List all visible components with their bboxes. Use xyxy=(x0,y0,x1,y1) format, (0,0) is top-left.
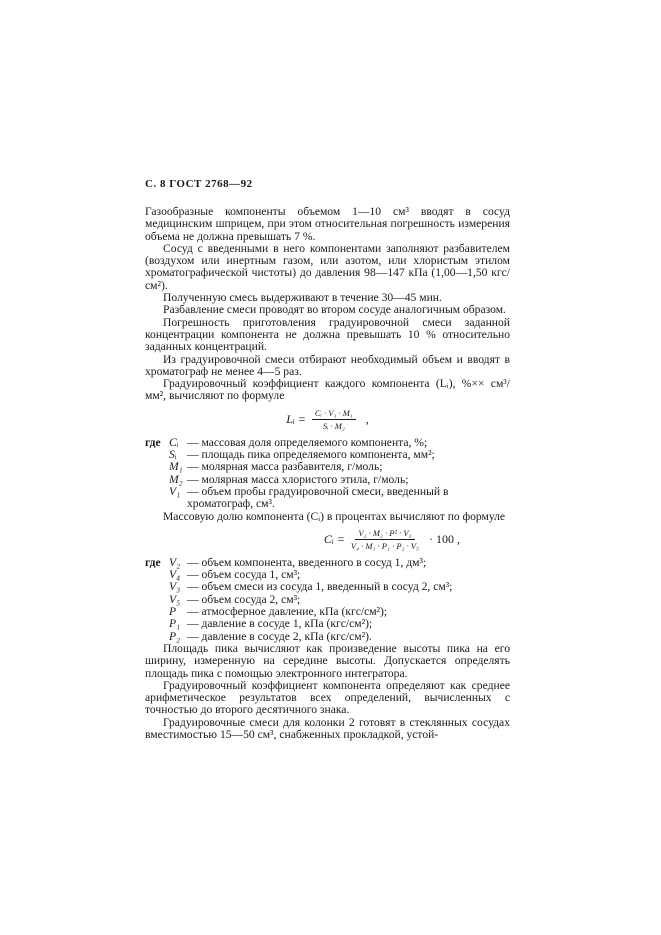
paragraph-dilution: Разбавление смеси проводят во втором сосуде аналогичным образом. xyxy=(163,303,506,317)
definition-lead xyxy=(145,474,169,486)
definition-lead: где xyxy=(145,435,161,449)
definition-text: — атмосферное давление, кПа (кгс/см²); xyxy=(187,605,388,619)
definition-row xyxy=(145,618,510,630)
paragraph-hold-time: Полученную смесь выдерживают в течение 30—45 мин. xyxy=(163,291,442,305)
formula-fraction xyxy=(351,528,419,551)
formula-fraction xyxy=(312,408,356,431)
definition-symbol: P₂ xyxy=(169,629,181,643)
paragraph-peak-area: Площадь пика вычисляют как произведение высоты пика на его ширину, измеренную на середине высоты. Допускается определять площадь пика с помощью электронного интегратора. xyxy=(145,641,510,680)
definition-lead xyxy=(145,449,169,461)
definition-lead: где xyxy=(145,555,161,569)
formula-denominator: V₄ · M₁ · P₁ · P₂ · V₅ xyxy=(350,540,419,551)
formula-lhs: Lᵢ = xyxy=(286,411,306,426)
definition-lead xyxy=(145,594,169,606)
definition-row xyxy=(145,461,510,473)
paragraph-gas-components: Газообразные компоненты объемом 1—10 см³ вводят в сосуд медицинским шприцем, при этом относительная погрешность измерения объема не должна превышать 7 %. xyxy=(145,205,510,243)
formula-lhs: Cᵢ = xyxy=(323,531,345,546)
definition-symbol: P xyxy=(169,605,177,619)
definition-lead xyxy=(145,618,169,630)
definition-text: — объем пробы градуировочной смеси, введенный в хроматограф, см³. xyxy=(187,484,449,511)
definitions-list-1 xyxy=(145,437,510,511)
definition-text: — объем смеси из сосуда 1, введенный в сосуд 2, см³; xyxy=(187,580,453,594)
formula-mass-fraction xyxy=(145,528,510,551)
definition-symbol: V₄ xyxy=(169,568,181,582)
page-header: С. 8 ГОСТ 2768—92 xyxy=(145,178,253,190)
definition-text: — объем сосуда 2, см³; xyxy=(187,592,301,606)
definition-lead xyxy=(145,569,169,581)
paragraph-vessel-filling: Сосуд с введенными в него компонентами заполняют разбавителем (воздухом или инертным газом, или азотом, или хлористым этилом хроматографической чистоты) до давления 98—147 кПа (1,00—1,50 кгс/см²). xyxy=(145,241,510,292)
formula-numerator: Cᵢ · V₁ · M₁ xyxy=(312,408,356,420)
definition-symbol: V₃ xyxy=(169,580,181,594)
paragraph-error: Погрешность приготовления градуировочной смеси заданной концентрации компонента не должна превышать 10 % относительно заданных концентраций. xyxy=(145,315,510,354)
paragraph-calibration-coefficient: Градуировочный коэффициент каждого компонента (Lᵢ), %×× см³/мм², вычисляют по формуле xyxy=(145,377,510,403)
definition-text: — массовая доля определяемого компонента, %; xyxy=(187,435,428,449)
formula-denominator: Sᵢ · M₂ xyxy=(322,420,345,431)
definitions-list-2 xyxy=(145,557,510,643)
definition-lead xyxy=(145,606,169,618)
definition-symbol: Sᵢ xyxy=(169,448,177,462)
definition-symbol: M₂ xyxy=(169,472,183,486)
definition-text: — площадь пика определяемого компонента, мм²; xyxy=(187,448,435,462)
definition-row xyxy=(145,581,510,593)
definition-lead xyxy=(145,581,169,593)
definition-lead xyxy=(145,486,169,511)
paragraph-average-coefficient: Градуировочный коэффициент компонента определяют как среднее арифметическое результатов всех определений, вычисленных с точностью до второго десятичного знака. xyxy=(145,678,510,717)
paragraph-injection: Из градуировочной смеси отбирают необходимый объем и вводят в хроматограф не менее 4—5 раз. xyxy=(145,352,510,378)
definition-symbol: V₁ xyxy=(169,484,181,498)
definition-symbol: M₁ xyxy=(169,460,183,474)
definition-symbol: Cᵢ xyxy=(169,435,179,449)
formula-numerator: V₂ · M₂ · P² · V₃ xyxy=(355,528,414,540)
paragraph-column-mixtures: Градуировочные смеси для колонки 2 готовят в стеклянных сосудах вместимостью 15—50 см³, снабженных прокладкой, устой- xyxy=(145,715,510,741)
definition-text: — молярная масса разбавителя, г/моль; xyxy=(187,460,383,474)
definition-text: — давление в сосуде 2, кПа (кгс/см²). xyxy=(187,629,372,643)
definition-text: — давление в сосуде 1, кПа (кгс/см²); xyxy=(187,617,373,631)
definition-symbol: V₅ xyxy=(169,592,181,606)
document-page xyxy=(145,178,510,741)
formula-suffix: · 100 , xyxy=(429,531,460,546)
definition-lead xyxy=(145,461,169,473)
definition-symbol: P₁ xyxy=(169,617,181,631)
formula-suffix: , xyxy=(365,411,369,426)
definition-row xyxy=(145,486,510,511)
definition-symbol: V₂ xyxy=(169,555,181,569)
formula-calibration xyxy=(145,408,510,431)
definition-text: — молярная масса хлористого этила, г/моль; xyxy=(187,472,409,486)
definition-text: — объем сосуда 1, см³; xyxy=(187,568,301,582)
paragraph-mass-fraction: Массовую долю компонента (Cᵢ) в процентах вычисляют по формуле xyxy=(163,509,506,523)
definition-text: — объем компонента, введенного в сосуд 1, дм³; xyxy=(187,555,427,569)
